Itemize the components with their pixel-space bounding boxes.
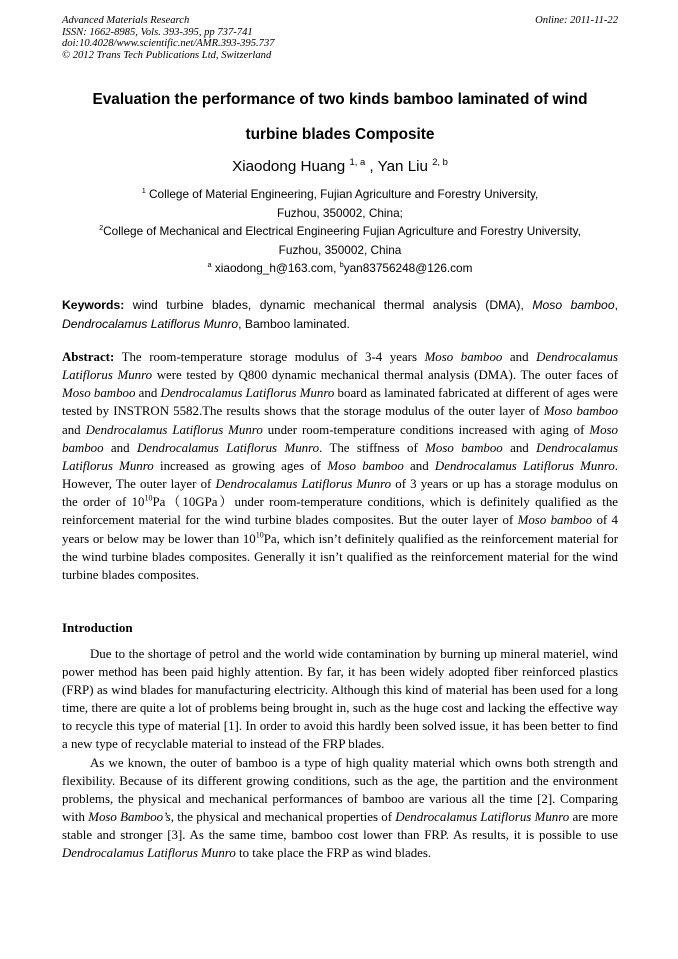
issn-line: ISSN: 1662-8985, Vols. 393-395, pp 737-741 [62, 26, 253, 38]
abstract-text: board as laminated fabricated at different of ages were tested by INSTRON 5582.The results shows that the storage modulus of the outer layer of [62, 386, 619, 419]
keywords-text: , [614, 298, 619, 312]
author-name: Yan Liu [377, 158, 428, 175]
author-emails [62, 260, 618, 277]
affiliation-text: College of Mechanical and Electrical Engineering Fujian Agriculture and Forestry University, [103, 224, 581, 238]
email-mark: a [207, 260, 212, 270]
species-name: Dendrocalamus Latiflorus Munro [434, 458, 615, 473]
paper-title-line-1: Evaluation the performance of two kinds bamboo laminated of wind [92, 91, 588, 108]
paper-title-line-2: turbine blades Composite [245, 126, 435, 143]
species-name: Moso bamboo [62, 422, 618, 455]
keywords-text: , Bamboo laminated. [238, 316, 350, 331]
abstract-text: increased as growing ages of [153, 458, 328, 473]
section-heading-introduction: Introduction [62, 620, 133, 635]
author-separator: , [365, 158, 378, 175]
species-name: Dendrocalamus Latiflorus Munro [160, 386, 335, 401]
abstract-text: Pa（10GPa）under room-temperature conditions, which is definitely qualified as the reinforcement material for the wind turbine blades composites. But the outer layer of [62, 495, 618, 528]
affiliation-text: College of Material Engineering, Fujian Agriculture and Forestry University, [145, 187, 539, 201]
keyword-italic: Moso bamboo [532, 298, 615, 312]
affiliation-1-line-1 [62, 186, 618, 203]
keywords-label: Keywords: [62, 298, 125, 312]
author-affil-mark: 1, a [349, 155, 366, 167]
abstract-text: were tested by Q800 dynamic mechanical thermal analysis (DMA). The outer faces of [152, 368, 618, 383]
abstract-text: and [62, 422, 86, 437]
species-name: Moso Bamboo’s [88, 809, 171, 824]
exponent: 10 [144, 493, 153, 503]
intro-paragraph-2 [62, 754, 618, 863]
species-name: Moso bamboo [543, 404, 619, 419]
author-name: Xiaodong Huang [232, 158, 346, 175]
abstract-text: of 3 years or up has a storage modulus on the order of 10 [62, 477, 618, 510]
abstract-text: and [502, 350, 537, 364]
species-name: Moso bamboo [517, 513, 593, 528]
species-name: Dendrocalamus Latiflorus Munro [85, 422, 263, 437]
email-b: yan83756248@126.com [343, 261, 473, 275]
copyright-line: © 2012 Trans Tech Publications Ltd, Switzerland [62, 49, 272, 61]
journal-header [62, 15, 618, 61]
email-a: xiaodong_h@163.com, [211, 261, 340, 275]
species-name: Dendrocalamus Latiflorus Munro [136, 440, 320, 455]
affil-mark: 2 [99, 223, 104, 233]
species-name: Dendrocalamus Latiflorus Munro [62, 350, 619, 383]
introduction-body [62, 645, 618, 862]
intro-text: are more stable and stronger [3]. As the same time, bamboo cost lower than FRP. As results, it is possible to use [62, 809, 618, 842]
intro-text: As we known, the outer of bamboo is a type of high quality material which owns both strength and flexibility. Because of its different growing conditions, such as the age, the partition and the environment problems, the physical and mechanical performances of bamboo are various all the time [2]. Comparing with [62, 755, 618, 824]
abstract-text: under room-temperature conditions increased with aging of [262, 422, 590, 437]
abstract-text: of 4 years or below may be lower than 10 [62, 513, 618, 546]
species-name: Dendrocalamus Latiflorus Munro [62, 846, 236, 861]
online-date: Online: 2011-11-22 [535, 15, 618, 26]
affiliation-1-line-2: Fuzhou, 350002, China; [277, 206, 403, 220]
species-name: Moso bamboo [424, 350, 503, 364]
keyword-italic: Dendrocalamus Latiflorus Munro [62, 316, 239, 331]
author-list [62, 155, 618, 176]
intro-paragraph-1: Due to the shortage of petrol and the world wide contamination by burning up mineral materiel, wind power method has been paid highly attention. By far, it has been widely adopted fiber reinforced plastics (FRP) as wind blades for manufacturing electricity. Although this kind of material has been used for a long time, there are quite a lot of problems being brought in, such as the huge cost and lacking the effective way to recycle this type of material [1]. In order to avoid this hardly been solved issue, it has been better to find a new type of recyclable material to instead of the FRP blades. [62, 647, 618, 752]
species-name: Moso bamboo [425, 440, 503, 455]
abstract-text: The room-temperature storage modulus of 3-4 years [114, 350, 425, 364]
abstract-text: . The stiffness of [319, 440, 426, 455]
species-name: Moso bamboo [327, 458, 404, 473]
abstract-text: . However, The outer layer of [62, 458, 619, 492]
author-affil-mark: 2, b [432, 155, 448, 167]
species-name: Dendrocalamus Latiflorus Munro [395, 809, 570, 824]
keywords-text: wind turbine blades, dynamic mechanical thermal analysis (DMA), [124, 298, 533, 312]
species-name: Dendrocalamus Latiflorus Munro [215, 477, 392, 492]
doi-line: doi:10.4028/www.scientific.net/AMR.393-395.737 [62, 38, 275, 50]
email-mark: b [339, 260, 344, 270]
affiliation-2-line-2: Fuzhou, 350002, China [278, 243, 402, 257]
abstract-text: and [135, 386, 161, 401]
abstract-text: Pa, which isn’t definitely qualified as the reinforcement material for the wind turbine blades composites. Generally it isn’t qualified as the reinforcement material for the wind turbine blades composites. [62, 531, 618, 582]
abstract-label: Abstract: [62, 350, 115, 364]
abstract-text: and [403, 458, 435, 473]
keywords-paragraph [62, 296, 618, 333]
intro-text: to take place the FRP as wind blades. [235, 846, 432, 861]
abstract-paragraph [62, 348, 618, 584]
species-name: Moso bamboo [62, 386, 136, 401]
abstract-text: and [502, 440, 537, 455]
intro-text: , the physical and mechanical properties of [170, 809, 396, 824]
exponent: 10 [255, 530, 264, 540]
journal-name: Advanced Materials Research [62, 15, 190, 26]
affiliation-2-line-1 [62, 223, 618, 240]
species-name: Dendrocalamus Latiflorus Munro [62, 440, 619, 473]
abstract-text: and [103, 440, 137, 455]
affil-mark: 1 [141, 186, 146, 196]
